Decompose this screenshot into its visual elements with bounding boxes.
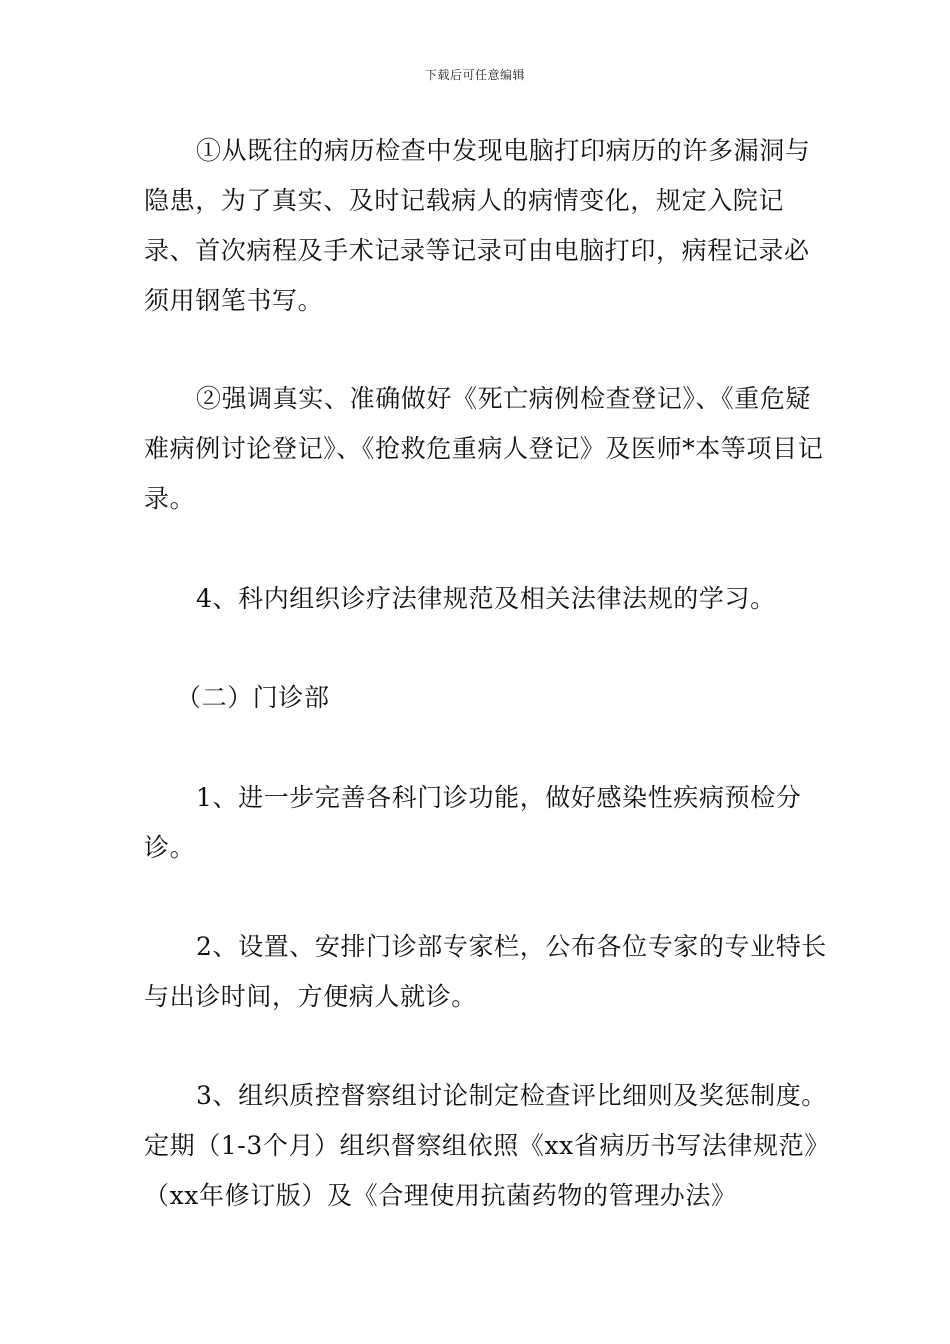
- paragraph-medical-record-printing: ①从既往的病历检查中发现电脑打印病历的许多漏洞与隐患，为了真实、及时记载病人的病情变化，规定入院记录、首次病程及手术记录等记录可由电脑打印，病程记录必须用钢笔书写。: [144, 136, 811, 315]
- paragraph-outpatient-function: 1、进一步完善各科门诊功能，做好感染性疾病预检分诊。: [144, 783, 802, 862]
- page-header: 下载后可任意编辑: [424, 68, 525, 82]
- section-heading-outpatient: （二）门诊部: [176, 683, 330, 712]
- paragraph-expert-column: 2、设置、安排门诊部专家栏，公布各位专家的专业特长与出诊时间，方便病人就诊。: [144, 932, 827, 1011]
- paragraph-quality-control: 3、组织质控督察组讨论制定检查评比细则及奖惩制度。定期（1-3个月）组织督察组依照《xx省病历书写法律规范》（xx年修订版）及《合理使用抗菌药物的管理办法》: [144, 1081, 830, 1210]
- paragraph-record-registration: ②强调真实、准确做好《死亡病例检查登记》、《重危疑难病例讨论登记》、《抢救危重病人登记》及医师*本等项目记录。: [144, 384, 824, 513]
- paragraph-law-study: 4、科内组织诊疗法律规范及相关法律法规的学习。: [196, 584, 776, 613]
